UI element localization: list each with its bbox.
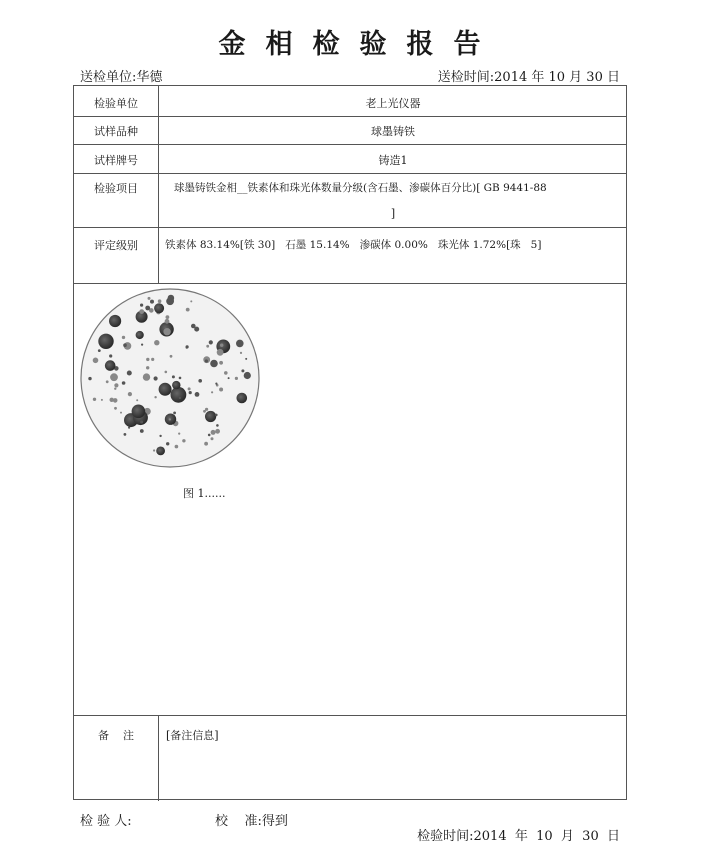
graphite-nodule (122, 336, 125, 339)
graphite-nodule (240, 352, 242, 354)
graphite-nodule (171, 387, 187, 403)
graphite-nodule (88, 377, 91, 380)
graphite-nodule (120, 412, 122, 414)
inspect-time-label: 检验时间: (417, 829, 474, 844)
graphite-nodule (224, 371, 228, 375)
row-divider (74, 715, 626, 716)
inspection-item-value: 球墨铸铁金相__铁素体和珠光体数量分级(含石墨、渗碳体百分比)[ GB 9441-88 (174, 182, 547, 194)
graphite-nodule (150, 300, 154, 304)
row-divider (74, 283, 626, 284)
sample-grade-label: 试样牌号 (94, 154, 138, 167)
graphite-nodule (146, 366, 149, 369)
graphite-nodule (245, 358, 247, 360)
graphite-nodule (241, 369, 244, 372)
graphite-nodule (114, 388, 116, 390)
inspection-unit-label: 检验单位 (94, 97, 138, 110)
graphite-nodule (198, 379, 202, 383)
graphite-nodule (168, 295, 175, 302)
graphite-nodule (154, 396, 156, 398)
graphite-nodule (215, 414, 218, 417)
graphite-nodule (140, 421, 143, 424)
graphite-nodule (156, 447, 165, 456)
graphite-nodule (165, 319, 170, 324)
send-time-label: 送检时间: (437, 70, 495, 85)
graphite-nodule (159, 383, 172, 396)
row-divider (74, 116, 626, 117)
graphite-nodule (172, 375, 175, 378)
sample-type-value: 球墨铸铁 (371, 125, 415, 138)
graphite-nodule (146, 358, 149, 361)
proofreader (215, 810, 288, 829)
graphite-nodule (179, 397, 181, 399)
graphite-nodule (132, 405, 146, 419)
graphite-nodule (166, 442, 169, 445)
graphite-nodule (175, 445, 179, 449)
graphite-nodule (210, 360, 218, 368)
inspector (80, 810, 132, 829)
graphite-nodule (154, 340, 159, 345)
graphite-nodule (186, 345, 189, 348)
graphite-nodule (191, 324, 196, 329)
row-divider (74, 173, 626, 174)
graphite-nodule (106, 380, 109, 383)
graphite-nodule (136, 399, 138, 401)
graphite-nodule (128, 392, 132, 396)
row-divider (74, 144, 626, 145)
rating-label: 评定级别 (94, 239, 138, 252)
graphite-nodule (93, 358, 99, 364)
graphite-nodule (166, 315, 170, 319)
inspect-time-value: 2014 年 10 月 30 日 (473, 829, 620, 844)
sender-unit-value: 华德 (136, 70, 163, 85)
send-time (438, 66, 620, 85)
graphite-nodule (205, 411, 216, 422)
graphite-nodule (114, 383, 118, 387)
graphite-nodule (211, 430, 216, 435)
graphite-nodule (216, 424, 219, 427)
sample-grade-value: 铸造1 (378, 154, 408, 167)
graphite-nodule (205, 359, 208, 362)
graphite-nodule (211, 437, 214, 440)
sample-type-label: 试样品种 (94, 125, 138, 138)
graphite-nodule (110, 373, 118, 381)
graphite-nodule (159, 435, 161, 437)
graphite-nodule (172, 381, 180, 389)
graphite-nodule (101, 399, 103, 401)
rating-value: 铁素体 83.14%[铁 30] 石墨 15.14% 渗碳体 0.00% 珠光体 1.72%[珠 5] (165, 239, 542, 251)
send-time-value: 2014 年 10 月 30 日 (494, 70, 620, 85)
column-divider (158, 86, 159, 283)
graphite-nodule (219, 388, 223, 392)
graphite-nodule (228, 377, 230, 379)
graphite-nodule (173, 412, 176, 415)
graphite-nodule (179, 377, 182, 380)
graphite-nodule (182, 439, 185, 442)
graphite-nodule (122, 381, 126, 385)
graphite-nodule (178, 433, 180, 435)
graphite-nodule (165, 371, 168, 374)
graphite-nodule (145, 306, 150, 311)
graphite-nodule (237, 393, 248, 404)
graphite-nodule (105, 360, 116, 371)
report-title: 金相检验报告 (218, 29, 501, 60)
remarks-value: [备注信息] (166, 729, 219, 742)
graphite-nodule (211, 391, 213, 393)
graphite-nodule (205, 408, 208, 411)
inspection-item-label: 检验项目 (94, 182, 138, 195)
graphite-nodule (215, 429, 220, 434)
graphite-nodule (208, 434, 211, 437)
proofreader-label: 校 准: (215, 814, 262, 829)
graphite-nodule (124, 433, 127, 436)
graphite-nodule (109, 354, 112, 357)
sender-unit (80, 66, 162, 85)
graphite-nodule (206, 345, 209, 348)
graphite-nodule (195, 392, 200, 397)
graphite-nodule (158, 299, 162, 303)
graphite-nodule (236, 340, 244, 348)
graphite-nodule (148, 297, 151, 300)
micrograph-image (78, 286, 262, 470)
graphite-nodule (215, 383, 217, 385)
graphite-nodule (235, 377, 238, 380)
graphite-nodule (163, 328, 170, 335)
graphite-nodule (153, 449, 155, 451)
graphite-nodule (154, 303, 164, 313)
graphite-nodule (140, 429, 144, 433)
graphite-nodule (114, 407, 117, 410)
graphite-nodule (110, 398, 114, 402)
remarks-label: 备 注 (98, 729, 134, 742)
graphite-nodule (98, 334, 113, 349)
graphite-nodule (170, 355, 173, 358)
graphite-nodule (189, 391, 192, 394)
graphite-nodule (141, 344, 143, 346)
graphite-nodule (186, 308, 190, 312)
inspect-time (409, 810, 620, 844)
graphite-nodule (127, 371, 132, 376)
inspection-item-value-continued: ] (390, 207, 396, 220)
graphite-nodule (93, 398, 96, 401)
graphite-nodule (204, 442, 208, 446)
graphite-nodule (190, 300, 192, 302)
graphite-nodule (209, 340, 213, 344)
row-divider (74, 227, 626, 228)
graphite-nodule (188, 387, 191, 390)
graphite-nodule (139, 309, 144, 314)
graphite-nodule (220, 344, 223, 347)
graphite-nodule (123, 343, 127, 347)
graphite-nodule (98, 349, 101, 352)
graphite-nodule (244, 372, 251, 379)
graphite-nodule (140, 304, 143, 307)
graphite-nodule (143, 373, 150, 380)
graphite-nodule (136, 331, 144, 339)
inspection-unit-value: 老上光仪器 (365, 97, 421, 110)
inspector-label: 检 验 人: (80, 814, 132, 829)
graphite-nodule (169, 418, 171, 420)
figure-caption: 图 1...... (183, 487, 226, 500)
graphite-nodule (217, 349, 224, 356)
graphite-nodule (154, 376, 158, 380)
graphite-nodule (219, 361, 223, 365)
proofreader-value: 得到 (261, 814, 288, 829)
graphite-nodule (109, 315, 121, 327)
graphite-nodule (151, 358, 154, 361)
sender-unit-label: 送检单位: (80, 70, 137, 85)
column-divider (158, 715, 159, 801)
